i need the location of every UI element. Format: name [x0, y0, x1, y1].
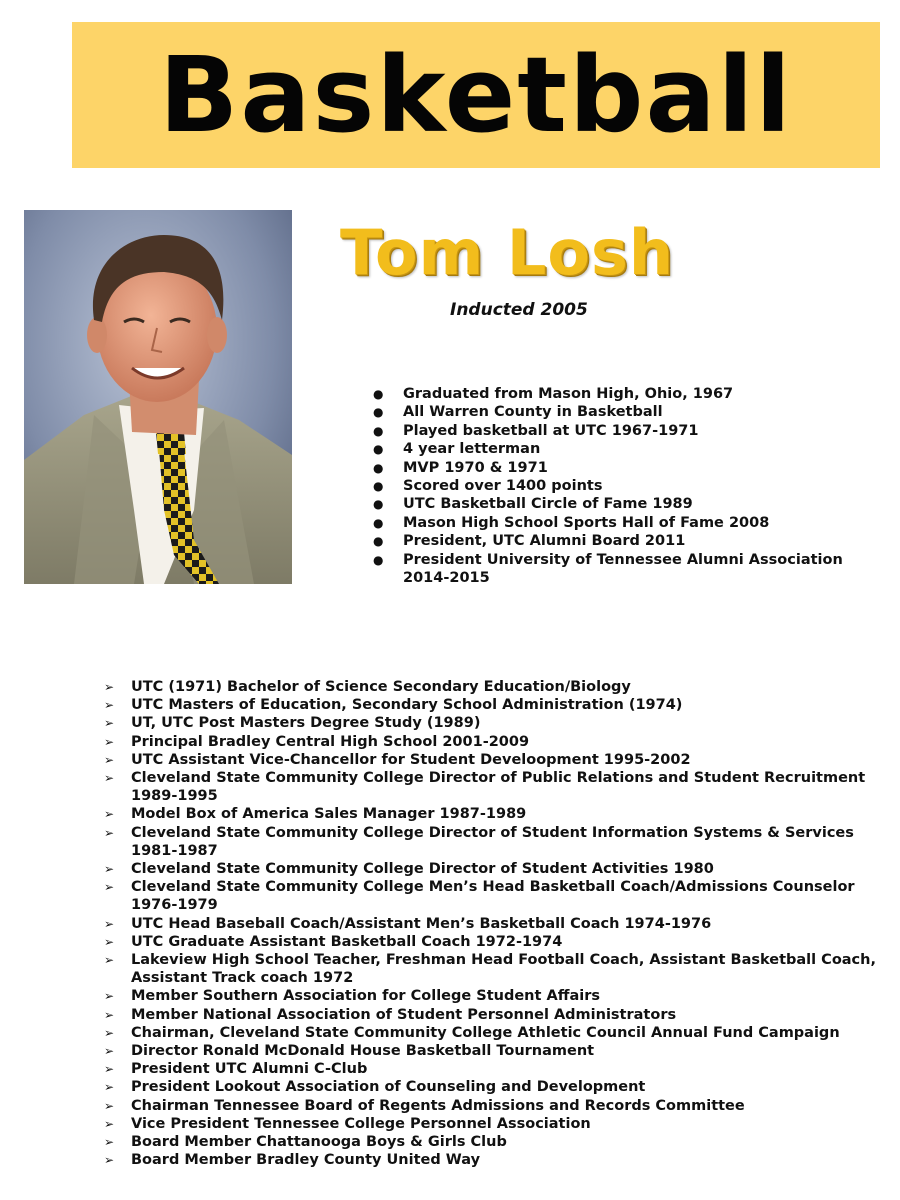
list-item	[373, 440, 873, 458]
list-item	[373, 422, 873, 440]
arrow-bullet-icon: ➢	[104, 1116, 115, 1131]
list-item	[104, 1006, 884, 1024]
arrow-bullet-icon: ➢	[104, 1062, 115, 1077]
list-item	[373, 477, 873, 495]
arrow-bullet-icon: ➢	[104, 880, 115, 895]
list-item-text: Chairman, Cleveland State Community College Athletic Council Annual Fund Campaign	[131, 1024, 840, 1041]
list-item	[104, 1151, 884, 1169]
career-list	[104, 678, 884, 1169]
list-item	[373, 495, 873, 513]
inductee-name: Tom Losh	[340, 216, 674, 289]
list-item-text: Member National Association of Student Personnel Administrators	[131, 1006, 677, 1023]
bullet-icon: ●	[373, 442, 384, 457]
list-item	[373, 551, 873, 588]
list-item-text: Graduated from Mason High, Ohio, 1967	[403, 386, 734, 402]
list-item	[104, 1024, 884, 1042]
list-item	[373, 459, 873, 477]
list-item-text: All Warren County in Basketball	[403, 404, 663, 421]
arrow-bullet-icon: ➢	[104, 953, 115, 968]
bullet-icon: ●	[373, 497, 384, 512]
arrow-bullet-icon: ➢	[104, 1098, 115, 1113]
list-item-text: President Lookout Association of Counseling and Development	[131, 1079, 646, 1096]
portrait-photo	[24, 210, 292, 584]
list-item-text: MVP 1970 & 1971	[403, 459, 548, 476]
list-item-text: Cleveland State Community College Director of Public Relations and Student Recruitment 1989-1995	[131, 770, 866, 805]
list-item	[104, 1042, 884, 1060]
list-item-text: Vice President Tennessee College Personnel Association	[131, 1115, 591, 1132]
arrow-bullet-icon: ➢	[104, 734, 115, 749]
list-item	[104, 915, 884, 933]
list-item	[104, 678, 884, 696]
list-item	[373, 403, 873, 421]
arrow-bullet-icon: ➢	[104, 862, 115, 877]
bullet-icon: ●	[373, 387, 384, 401]
list-item-text: President, UTC Alumni Board 2011	[403, 533, 686, 550]
list-item-text: Director Ronald McDonald House Basketball Tournament	[131, 1043, 595, 1060]
list-item	[104, 805, 884, 823]
list-item	[104, 1133, 884, 1151]
list-item-text: Scored over 1400 points	[403, 478, 603, 495]
arrow-bullet-icon: ➢	[104, 771, 115, 786]
list-item	[373, 514, 873, 532]
arrow-bullet-icon: ➢	[104, 989, 115, 1004]
list-item	[104, 860, 884, 878]
arrow-bullet-icon: ➢	[104, 1025, 115, 1040]
list-item	[104, 714, 884, 732]
list-item	[104, 733, 884, 751]
arrow-bullet-icon: ➢	[104, 1007, 115, 1022]
page-title: Basketball	[159, 34, 793, 156]
list-item	[104, 878, 884, 914]
list-item-text: UTC Basketball Circle of Fame 1989	[403, 496, 693, 513]
list-item	[104, 751, 884, 769]
list-item	[104, 933, 884, 951]
arrow-bullet-icon: ➢	[104, 752, 115, 767]
list-item-text: President UTC Alumni C-Club	[131, 1061, 368, 1078]
arrow-bullet-icon: ➢	[104, 934, 115, 949]
list-item	[373, 385, 873, 403]
arrow-bullet-icon: ➢	[104, 1044, 115, 1059]
arrow-bullet-icon: ➢	[104, 916, 115, 931]
arrow-bullet-icon: ➢	[104, 680, 115, 694]
list-item-text: Played basketball at UTC 1967-1971	[403, 422, 699, 439]
arrow-bullet-icon: ➢	[104, 807, 115, 822]
list-item-text: UTC Head Baseball Coach/Assistant Men’s Basketball Coach 1974-1976	[131, 915, 712, 932]
list-item-text: 4 year letterman	[403, 441, 541, 458]
list-item	[104, 696, 884, 714]
arrow-bullet-icon: ➢	[104, 1153, 115, 1168]
arrow-bullet-icon: ➢	[104, 825, 115, 840]
bullet-icon: ●	[373, 405, 384, 420]
list-item	[104, 1060, 884, 1078]
list-item-text: President University of Tennessee Alumni Association 2014-2015	[403, 551, 843, 587]
list-item	[104, 824, 884, 860]
list-item-text: Chairman Tennessee Board of Regents Admissions and Records Committee	[131, 1097, 745, 1114]
list-item-text: Mason High School Sports Hall of Fame 2008	[403, 514, 770, 531]
list-item-text: Lakeview High School Teacher, Freshman Head Football Coach, Assistant Basketball Coach, Assistant Track coach 1972	[131, 952, 876, 987]
list-item-text: UTC Masters of Education, Secondary School Administration (1974)	[131, 697, 683, 714]
title-banner	[72, 22, 880, 168]
arrow-bullet-icon: ➢	[104, 698, 115, 713]
list-item-text: Board Member Bradley County United Way	[131, 1152, 481, 1169]
list-item-text: Cleveland State Community College Men’s Head Basketball Coach/Admissions Counselor 1976-1979	[131, 879, 855, 914]
list-item-text: Member Southern Association for College Student Affairs	[131, 988, 600, 1005]
arrow-bullet-icon: ➢	[104, 716, 115, 731]
list-item-text: Principal Bradley Central High School 2001-2009	[131, 733, 530, 750]
list-item	[104, 1097, 884, 1115]
highlights-list	[373, 385, 873, 587]
bullet-icon: ●	[373, 552, 384, 567]
list-item	[104, 987, 884, 1005]
list-item-text: UT, UTC Post Masters Degree Study (1989)	[131, 715, 481, 732]
list-item-text: UTC Graduate Assistant Basketball Coach 1972-1974	[131, 933, 563, 950]
list-item	[104, 1078, 884, 1096]
list-item-text: Model Box of America Sales Manager 1987-1989	[131, 806, 527, 823]
list-item-text: Cleveland State Community College Director of Student Information Systems & Services 1981-1987	[131, 824, 854, 859]
list-item	[373, 532, 873, 550]
bullet-icon: ●	[373, 479, 384, 494]
induction-year: Inducted 2005	[450, 300, 588, 320]
list-item-text: UTC (1971) Bachelor of Science Secondary Education/Biology	[131, 679, 631, 695]
bullet-icon: ●	[373, 515, 384, 530]
arrow-bullet-icon: ➢	[104, 1080, 115, 1095]
arrow-bullet-icon: ➢	[104, 1135, 115, 1150]
list-item	[104, 769, 884, 805]
list-item	[104, 1115, 884, 1133]
list-item-text: Board Member Chattanooga Boys & Girls Club	[131, 1134, 507, 1151]
bullet-icon: ●	[373, 534, 384, 549]
bullet-icon: ●	[373, 423, 384, 438]
list-item-text: Cleveland State Community College Director of Student Activities 1980	[131, 861, 714, 878]
list-item	[104, 951, 884, 987]
list-item-text: UTC Assistant Vice-Chancellor for Student Develoopment 1995-2002	[131, 751, 691, 768]
bullet-icon: ●	[373, 460, 384, 475]
